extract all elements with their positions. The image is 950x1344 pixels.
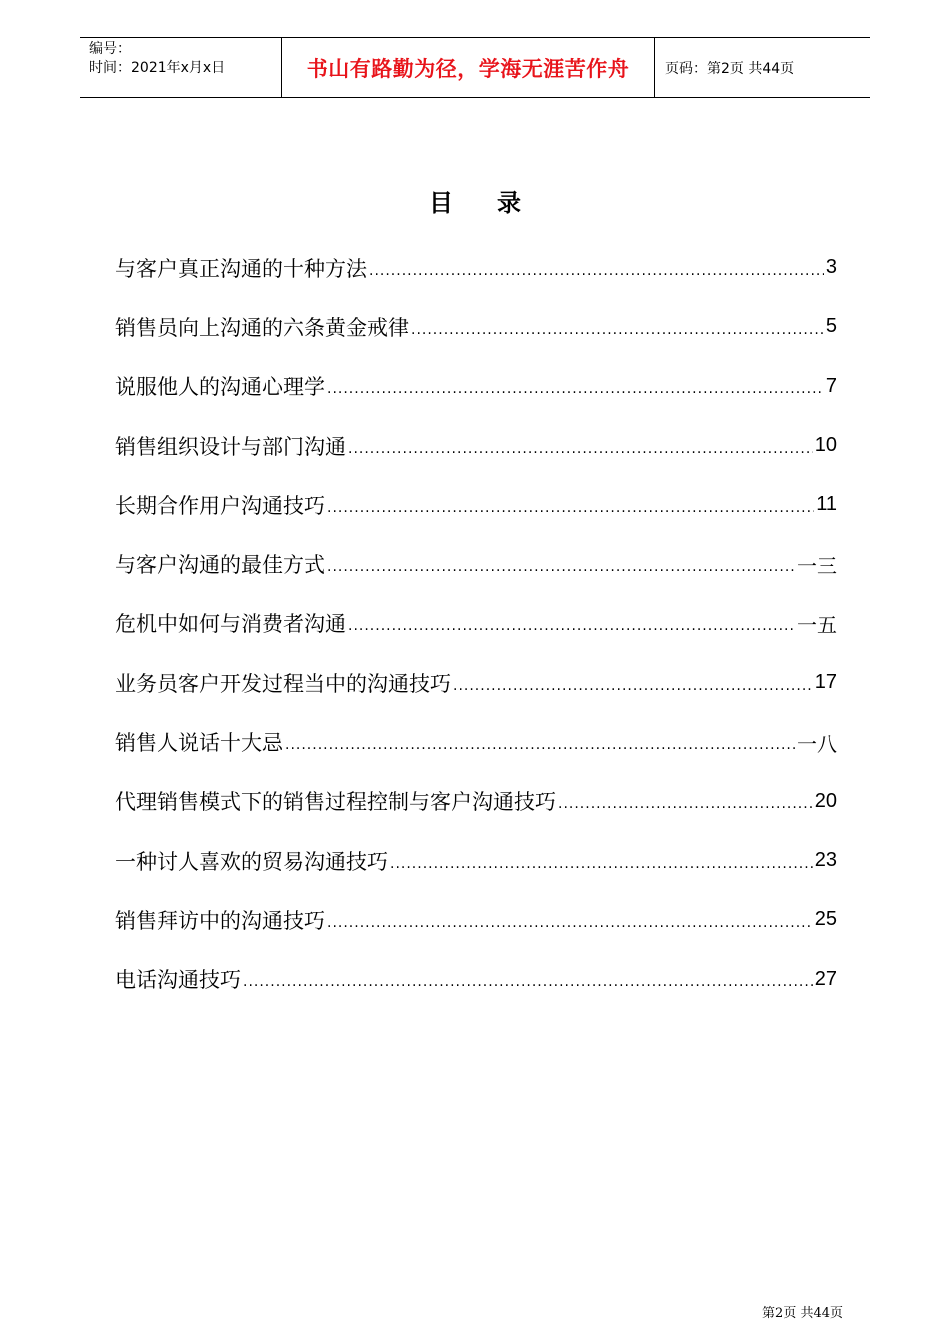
toc-entry[interactable]	[115, 357, 837, 416]
toc-entry-page: 一五	[797, 614, 837, 637]
toc-entry[interactable]	[115, 950, 837, 1009]
toc-entry[interactable]	[115, 712, 837, 771]
toc-entry-page: 5	[825, 315, 837, 338]
toc-list	[115, 238, 837, 1009]
header-page-info: 页码：第2页 共44页	[665, 60, 795, 77]
toc-leader-dots	[327, 375, 824, 397]
toc-leader-dots	[558, 790, 813, 812]
toc-entry[interactable]	[115, 297, 837, 356]
toc-entry-page: 25	[814, 908, 837, 931]
page-header	[80, 37, 870, 98]
toc-leader-dots	[411, 316, 824, 338]
toc-entry-label: 销售人说话十大忌	[115, 731, 283, 756]
toc-leader-dots	[285, 731, 795, 753]
toc-entry[interactable]	[115, 534, 837, 593]
toc-entry-page: 27	[814, 967, 837, 990]
toc-leader-dots	[390, 850, 813, 872]
toc-entry-label: 与客户沟通的最佳方式	[115, 553, 325, 578]
toc-entry[interactable]	[115, 653, 837, 712]
toc-entry-label: 销售拜访中的沟通技巧	[115, 908, 325, 933]
time-label: 时间：2021年x月x日	[89, 60, 226, 76]
toc-leader-dots	[327, 909, 813, 931]
toc-entry[interactable]	[115, 238, 837, 297]
toc-entry-page: 17	[814, 671, 837, 694]
toc-entry-label: 销售员向上沟通的六条黄金戒律	[115, 315, 409, 340]
toc-entry-label: 长期合作用户沟通技巧	[115, 493, 325, 518]
toc-entry[interactable]	[115, 416, 837, 475]
toc-entry-page: 3	[825, 256, 837, 279]
toc-leader-dots	[453, 672, 813, 694]
toc-entry-label: 一种讨人喜欢的贸易沟通技巧	[115, 849, 388, 874]
toc-entry-label: 电话沟通技巧	[115, 968, 241, 993]
header-meta	[80, 38, 282, 97]
toc-entry-label: 危机中如何与消费者沟通	[115, 612, 346, 637]
toc-title: 目录	[429, 188, 565, 217]
toc-leader-dots	[327, 494, 814, 516]
toc-leader-dots	[348, 435, 813, 457]
serial-label: 编号：	[89, 41, 131, 57]
toc-entry-page: 7	[825, 374, 837, 397]
toc-entry-page: 20	[814, 789, 837, 812]
toc-entry-page: 一三	[797, 555, 837, 578]
toc-leader-dots	[327, 553, 795, 575]
toc-entry-label: 代理销售模式下的销售过程控制与客户沟通技巧	[115, 790, 556, 815]
toc-entry-page: 11	[816, 493, 837, 516]
toc-entry[interactable]	[115, 475, 837, 534]
toc-entry-page: 一八	[797, 733, 837, 756]
toc-entry-label: 说服他人的沟通心理学	[115, 375, 325, 400]
toc-entry-label: 业务员客户开发过程当中的沟通技巧	[115, 671, 451, 696]
toc-entry-label: 与客户真正沟通的十种方法	[115, 256, 367, 281]
toc-entry[interactable]	[115, 831, 837, 890]
toc-leader-dots	[369, 257, 824, 279]
toc-leader-dots	[243, 968, 813, 990]
toc-entry[interactable]	[115, 594, 837, 653]
header-motto: 书山有路勤为径，学海无涯苦作舟	[282, 38, 655, 97]
toc-entry[interactable]	[115, 772, 837, 831]
toc-entry-page: 23	[814, 849, 837, 872]
page-footer: 第2页 共44页	[762, 1306, 843, 1321]
toc-entry-page: 10	[814, 434, 837, 457]
toc-entry[interactable]	[115, 890, 837, 949]
toc-leader-dots	[348, 612, 795, 634]
toc-entry-label: 销售组织设计与部门沟通	[115, 434, 346, 459]
